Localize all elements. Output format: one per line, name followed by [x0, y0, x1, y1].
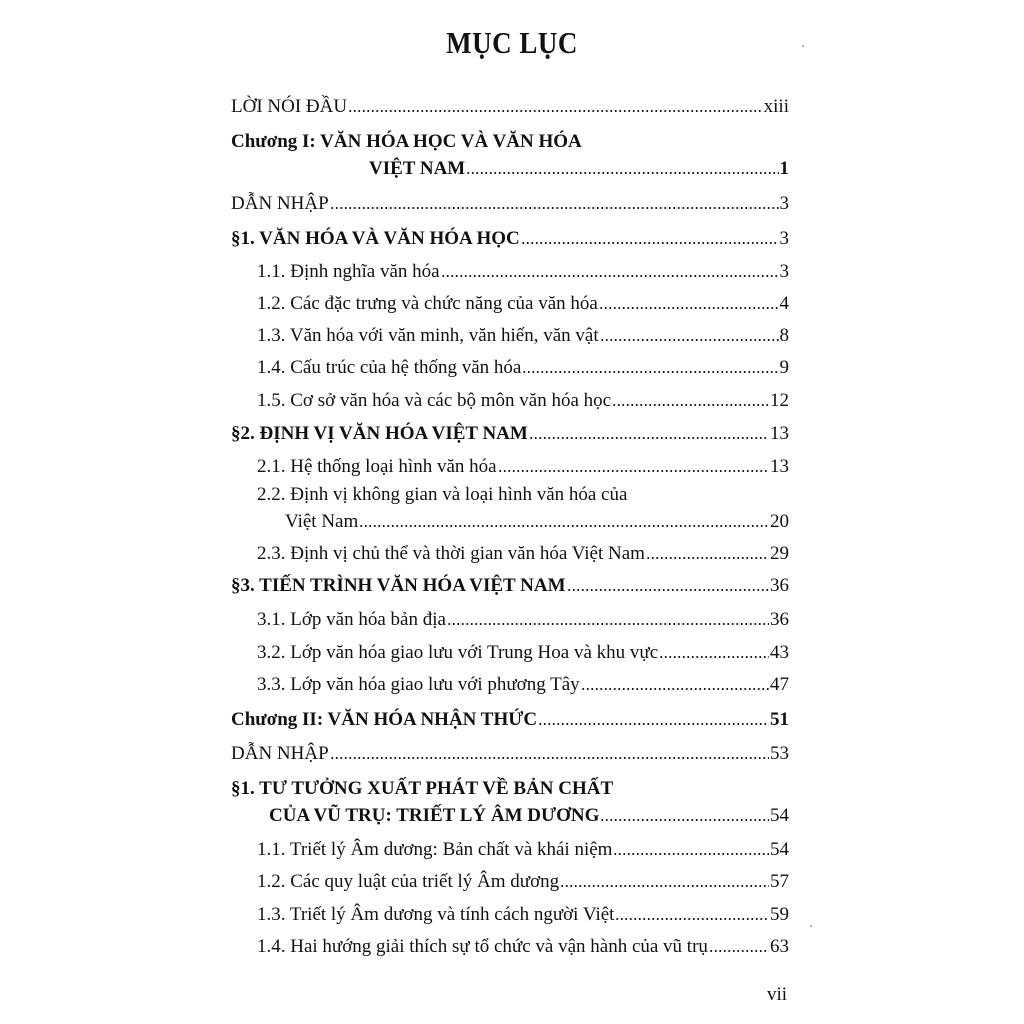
- toc-entry: [231, 899, 789, 927]
- toc-entry-page: 47: [770, 674, 789, 695]
- dot-leader: [498, 469, 769, 473]
- dot-leader: [348, 109, 763, 113]
- toc-entry: [231, 866, 789, 894]
- toc-entry-page: 1: [779, 158, 789, 179]
- toc-entry-title: DẪN NHẬP: [231, 193, 329, 214]
- toc-entry: [231, 538, 789, 566]
- toc-entry-page: 20: [770, 511, 789, 532]
- toc-entry-title: DẪN NHẬP: [231, 743, 329, 764]
- toc-entry-title: VIỆT NAM: [369, 158, 466, 179]
- toc-entry: [231, 931, 789, 959]
- toc-entry-page: 57: [770, 871, 789, 892]
- toc-entry-title: §2. ĐỊNH VỊ VĂN HÓA VIỆT NAM: [231, 423, 528, 444]
- dot-leader: [599, 306, 779, 310]
- toc-entry-title: 1.2. Các quy luật của triết lý Âm dương: [257, 871, 560, 892]
- dot-leader: [709, 949, 769, 953]
- toc-entry-title: CỦA VŨ TRỤ: TRIẾT LÝ ÂM DƯƠNG: [269, 805, 600, 826]
- toc-entry: [231, 153, 789, 181]
- toc-entry: [231, 385, 789, 413]
- toc-entry-page: 8: [779, 325, 789, 346]
- toc-entry-title: 1.5. Cơ sở văn hóa và các bộ môn văn hóa học: [257, 390, 612, 411]
- toc-entry: [231, 604, 789, 632]
- dot-leader: [529, 436, 769, 440]
- toc-entry-title: §3. TIẾN TRÌNH VĂN HÓA VIỆT NAM: [231, 575, 566, 596]
- toc-entry: [231, 570, 789, 598]
- toc-entry-page: 3: [779, 193, 789, 214]
- toc-entry-page: 36: [770, 609, 789, 630]
- toc-entry: [231, 320, 789, 348]
- dot-leader: [521, 241, 779, 245]
- toc-entry-page: 51: [770, 709, 789, 730]
- toc-entry-title: 2.3. Định vị chủ thể và thời gian văn hóa Việt Nam: [257, 543, 645, 564]
- page-title: MỤC LỤC: [446, 26, 578, 60]
- dot-leader: [441, 274, 779, 278]
- toc-entry: [231, 188, 789, 216]
- dot-leader: [560, 884, 769, 888]
- dot-leader: [659, 655, 769, 659]
- toc-entry: [231, 126, 789, 154]
- toc-entry-page: 4: [779, 293, 789, 314]
- toc-entry-page: 53: [770, 743, 789, 764]
- toc-entry: [231, 288, 789, 316]
- toc-entry-title: 2.2. Định vị không gian và loại hình văn hóa của: [257, 484, 628, 505]
- toc-entry-title: §1. VĂN HÓA VÀ VĂN HÓA HỌC: [231, 228, 520, 249]
- toc-entry: [231, 738, 789, 766]
- toc-entry-title: 1.1. Định nghĩa văn hóa: [257, 261, 440, 282]
- toc-entry-page: 59: [770, 904, 789, 925]
- dot-leader: [581, 687, 769, 691]
- dot-leader: [330, 206, 779, 210]
- toc-entry-title: 3.3. Lớp văn hóa giao lưu với phương Tây: [257, 674, 580, 695]
- toc-entry-page: 12: [770, 390, 789, 411]
- toc-entry-title: Chương II: VĂN HÓA NHẬN THỨC: [231, 709, 538, 730]
- toc-entry: [231, 256, 789, 284]
- toc-entry-page: 13: [770, 423, 789, 444]
- dot-leader: [646, 556, 769, 560]
- toc-entry-title: 2.1. Hệ thống loại hình văn hóa: [257, 456, 497, 477]
- toc-entry: [231, 506, 789, 534]
- toc-entry-page: 3: [779, 261, 789, 282]
- dot-leader: [615, 917, 769, 921]
- toc-entry-page: xiii: [763, 96, 789, 117]
- toc-entry: [231, 418, 789, 446]
- toc-entry-page: 54: [770, 839, 789, 860]
- toc-entry: [231, 451, 789, 479]
- dot-leader: [600, 338, 779, 342]
- toc-entry: [231, 669, 789, 697]
- toc-entry: [231, 479, 789, 507]
- toc-entry: [231, 223, 789, 251]
- toc-entry: [231, 834, 789, 862]
- toc-entry-page: 13: [770, 456, 789, 477]
- dot-leader: [447, 622, 769, 626]
- toc-entry-page: 36: [770, 575, 789, 596]
- toc-entry-title: Chương I: VĂN HÓA HỌC VÀ VĂN HÓA: [231, 131, 582, 152]
- toc-entry: [231, 800, 789, 828]
- dot-leader: [612, 403, 769, 407]
- toc-entry-title: Việt Nam: [285, 511, 359, 532]
- toc-entry-title: 1.3. Triết lý Âm dương và tính cách người Việt: [257, 904, 615, 925]
- toc-entry-page: 43: [770, 642, 789, 663]
- toc-entry-title: 1.3. Văn hóa với văn minh, văn hiến, văn vật: [257, 325, 599, 346]
- toc-entry-title: 3.2. Lớp văn hóa giao lưu với Trung Hoa và khu vực: [257, 642, 659, 663]
- toc-entry-page: 9: [779, 357, 789, 378]
- toc-entry-title: 3.1. Lớp văn hóa bản địa: [257, 609, 446, 630]
- toc-entry-page: 63: [770, 936, 789, 957]
- dot-leader: [613, 852, 769, 856]
- toc-entry: [231, 773, 789, 801]
- dot-leader: [538, 722, 769, 726]
- dot-leader: [330, 756, 769, 760]
- toc-entry-title: §1. TƯ TƯỞNG XUẤT PHÁT VỀ BẢN CHẤT: [231, 778, 614, 799]
- page-number: vii: [767, 984, 788, 1005]
- dot-leader: [600, 818, 769, 822]
- toc-entry: [231, 704, 789, 732]
- toc-entry-title: 1.2. Các đặc trưng và chức năng của văn hóa: [257, 293, 598, 314]
- toc-entry-page: 29: [770, 543, 789, 564]
- toc-entry-page: 54: [770, 805, 789, 826]
- dot-leader: [522, 370, 778, 374]
- scan-speck: [810, 925, 812, 927]
- dot-leader: [466, 171, 778, 175]
- dot-leader: [567, 588, 769, 592]
- toc-entry: [231, 637, 789, 665]
- toc-entry-title: LỜI NÓI ĐẦU: [231, 96, 348, 117]
- toc-entry-title: 1.1. Triết lý Âm dương: Bản chất và khái niệm: [257, 839, 613, 860]
- toc-entry-title: 1.4. Hai hướng giải thích sự tổ chức và vận hành của vũ trụ: [257, 936, 708, 957]
- toc-entry-title: 1.4. Cấu trúc của hệ thống văn hóa: [257, 357, 522, 378]
- scan-speck: [802, 45, 804, 47]
- toc-entry: [231, 91, 789, 119]
- toc-entry: [231, 352, 789, 380]
- dot-leader: [359, 524, 769, 528]
- toc-entry-page: 3: [779, 228, 789, 249]
